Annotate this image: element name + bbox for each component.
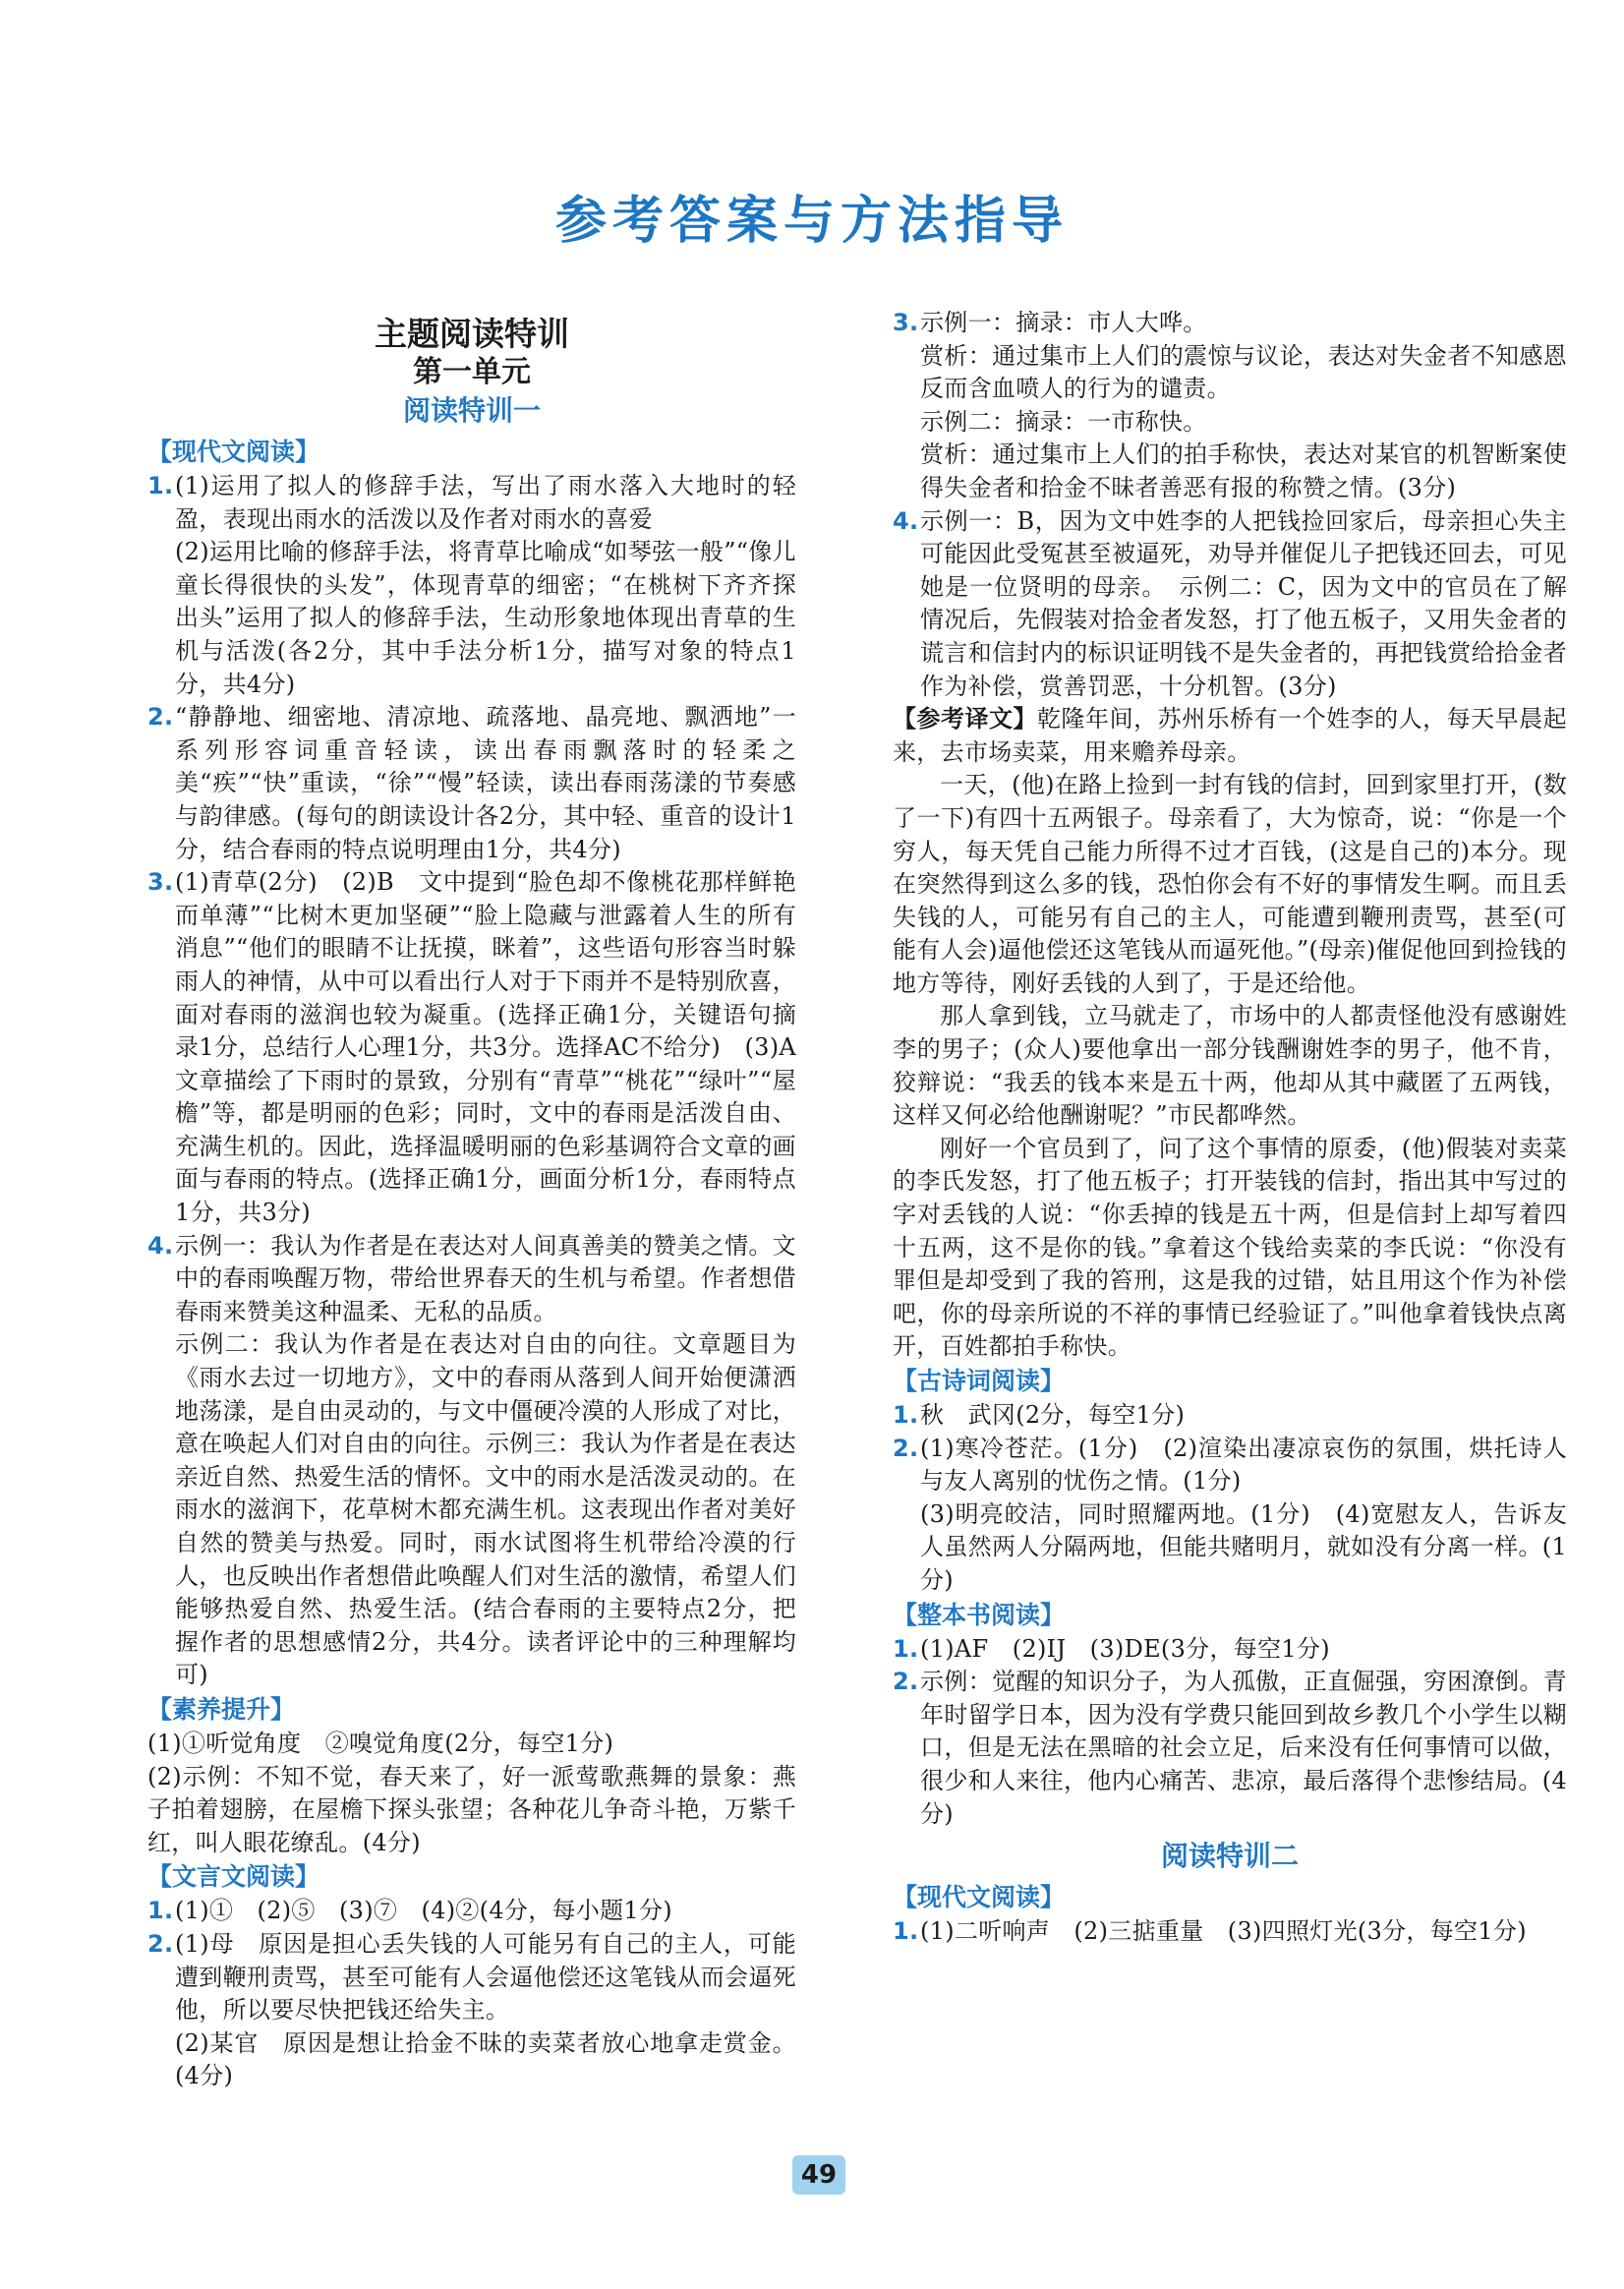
answer-item xyxy=(893,307,1567,340)
item-number: 2. xyxy=(893,1668,919,1696)
item-number: 3. xyxy=(147,868,174,897)
answer-item xyxy=(147,866,821,1230)
answer-text: (1)①听觉角度 ②嗅觉角度(2分，每空1分) xyxy=(147,1729,614,1757)
item-number: 4. xyxy=(893,506,919,535)
modern-reading-label: 【现代文阅读】 xyxy=(147,438,320,466)
answer-text: (3)明亮皎洁，同时照耀两地。(1分) (4)宽慰友人，告诉友人虽然两人分隔两地，但能共赌明月，就如没有分离一样。(1分) xyxy=(920,1499,1567,1594)
answer-item xyxy=(147,1928,796,2027)
translation-text: 那人拿到钱，立马就走了，市场中的人都责怪他没有感谢姓李的男子；(众人)要他拿出一部分钱酬谢姓李的男子，他不肯，狡辩说：“我丢的钱本来是五十两，他却从其中藏匿了五两钱，这样又何必给他酬谢呢？”市民都哗然。 xyxy=(893,1002,1567,1130)
answer-item xyxy=(893,1915,1567,1949)
answer-text: 示例：觉醒的知识分子，为人孤傲，正直倔强，穷困潦倒。青年时留学日本，因为没有学费只能回到故乡教几个小学生以糊口，但是无法在黑暗的社会立足，后来没有任何事情可以做，很少和人来往，他内心痛苦、悲凉，最后落得个悲惨结局。(4分) xyxy=(920,1668,1567,1828)
answer-item xyxy=(893,1399,1567,1433)
translation-paragraph xyxy=(893,703,1567,769)
answer-item xyxy=(893,505,1567,704)
page-number: 49 xyxy=(792,2155,845,2195)
left-column xyxy=(147,315,821,2093)
answer-text: (2)示例：不知不觉，春天来了，好一派莺歌燕舞的景象：燕子拍着翅膀，在屋檐下探头张望；各种花儿争奇斗艳，万紫千红，叫人眼花缭乱。(4分) xyxy=(147,1762,796,1856)
section-heading: 主题阅读特训 xyxy=(375,315,569,353)
answer-item xyxy=(893,1666,1567,1831)
unit-heading: 第一单元 xyxy=(413,355,531,389)
item-number: 2. xyxy=(893,1434,919,1462)
training-heading: 阅读特训一 xyxy=(402,394,541,427)
item-number: 4. xyxy=(147,1231,174,1260)
translation-text: 一天，(他)在路上捡到一封有钱的信封，回到家里打开，(数了一下)有四十五两银子。母亲看了，大为惊奇，说：“你是一个穷人，每天凭自己能力所得不过才百钱，(这是自己的)本分。现在突然得到这么多的钱，恐怕你会有不好的事情发生啊。而且丢失钱的人，可能另有自己的主人，可能遭到鞭刑责骂，甚至(可能有人会)逼他偿还这笔钱从而逼死他。”(母亲)催促他回到捡钱的地方等待，刚好丢钱的人到了，于是还给他。 xyxy=(893,771,1567,997)
translation-label: 【参考译文】 xyxy=(893,705,1038,734)
answer-text: (1)母 原因是担心丢失钱的人可能另有自己的主人，可能遭到鞭刑责骂，甚至可能有人会逼他偿还这笔钱从而会逼死他，所以要尽快把钱还给失主。 xyxy=(175,1929,796,2025)
answer-text: (2)运用比喻的修辞手法，将青草比喻成“如琴弦一般”“像儿童长得很快的头发”，体现青草的细密；“在桃树下齐齐探出头”运用了拟人的修辞手法，生动形象地体现出青草的生机与活泼(各2分，其中手法分析1分，描写对象的特点1分，共4分) xyxy=(175,538,796,698)
answer-text: (1)青草(2分) (2)B 文中提到“脸色却不像桃花那样鲜艳而单薄”“比树木更加坚硬”“脸上隐藏与泄露着人生的所有消息”“他们的眼睛不让抚摸，眯着”，这些语句形容当时躲雨人的神情，从中可以看出行人对于下雨并不是特别欣喜，面对春雨的滋润也较为凝重。(选择正确1分，关键语句摘录1分，总结行人心理1分，共3分。选择AC不给分) (3)A 文章描绘了下雨时的景致，分别有“青草”“桃花”“绿叶”“屋檐”等，都是明丽的色彩；同时，文中的春雨是活泼自由、充满生机的。因此，选择温暖明丽的色彩基调符合文章的画面与春雨的特点。(选择正确1分，画面分析1分，春雨特点1分，共3分) xyxy=(175,868,821,1227)
answer-item xyxy=(147,470,796,536)
answer-text: 示例一：我认为作者是在表达对人间真善美的赞美之情。文中的春雨唤醒万物，带给世界春天的生机与希望。作者想借春雨来赞美这种温柔、无私的品质。 xyxy=(175,1231,796,1325)
item-number: 1. xyxy=(893,1634,919,1663)
item-number: 1. xyxy=(893,1917,919,1946)
answer-text: 示例一：B，因为文中姓李的人把钱捡回家后，母亲担心失主可能因此受冤甚至被逼死，劝导并催促儿子把钱还回去，可见她是一位贤明的母亲。 示例二：C，因为文中的官员在了解情况后，先假装对拾金者发怒，打了他五板子，又用失金者的谎言和信封内的标识证明钱不是失金者的，再把钱赏给拾金者作为补偿，赏善罚恶，十分机智。(3分) xyxy=(920,506,1567,700)
answer-text: 赏析：通过集市上人们的拍手称快，表达对某官的机智断案使得失金者和拾金不昧者善恶有报的称赞之情。(3分) xyxy=(920,440,1567,501)
answer-item xyxy=(147,1230,796,1329)
answer-text: (2)某官 原因是想让拾金不昧的卖菜者放心地拿走赏金。(4分) xyxy=(175,2028,796,2090)
answer-item xyxy=(147,701,796,866)
whole-book-reading-label: 【整本书阅读】 xyxy=(893,1600,1066,1629)
answer-text: (1)AF (2)IJ (3)DE(3分，每空1分) xyxy=(920,1634,1330,1663)
item-number: 1. xyxy=(893,1401,919,1429)
answer-text: 示例二：我认为作者是在表达对自由的向往。文章题目为《雨水去过一切地方》，文中的春雨从落到人间开始便潇洒地荡漾，是自由灵动的，与文中僵硬冷漠的人形成了对比，意在唤起人们对自由的向往。示例三：我认为作者是在表达亲近自然、热爱生活的情怀。文中的雨水是活泼灵动的。在雨水的滋润下，花草树木都充满生机。这表现出作者对美好自然的赞美与热爱。同时，雨水试图将生机带给冷漠的行人，也反映出作者想借此唤醒人们对生活的激情，希望人们能够热爱自然、热爱生活。(结合春雨的主要特点2分，把握作者的思想感情2分，共4分。读者评论中的三种理解均可) xyxy=(175,1330,796,1689)
poetry-reading-label: 【古诗词阅读】 xyxy=(893,1367,1066,1395)
answer-text: 秋 武冈(2分，每空1分) xyxy=(920,1401,1186,1429)
answer-text: 示例二：摘录：一市称快。 xyxy=(920,407,1207,436)
item-number: 2. xyxy=(147,703,174,732)
answer-item xyxy=(893,1433,1567,1498)
answer-text: (1)寒冷苍茫。(1分) (2)渲染出凄凉哀伤的氛围，烘托诗人与友人离别的忧伤之情。(1分) xyxy=(920,1434,1567,1496)
page-title: 参考答案与方法指导 xyxy=(554,192,1069,251)
item-number: 2. xyxy=(147,1929,174,1958)
answer-text: 示例一：摘录：市人大哗。 xyxy=(920,309,1207,336)
modern-reading-label: 【现代文阅读】 xyxy=(893,1883,1066,1912)
right-column xyxy=(893,307,1567,1949)
answer-text: (1)① (2)⑤ (3)⑦ (4)②(4分，每小题1分) xyxy=(175,1897,672,1925)
translation-text: 乾隆年间，苏州乐桥有一个姓李的人，每天早晨起来，去市场卖菜，用来赡养母亲。 xyxy=(893,705,1567,766)
literacy-label: 【素养提升】 xyxy=(147,1694,296,1724)
answer-text: (1)运用了拟人的修辞手法，写出了雨水落入大地时的轻盈，表现出雨水的活泼以及作者对雨水的喜爱 xyxy=(175,472,796,533)
classical-reading-label: 【文言文阅读】 xyxy=(147,1862,320,1892)
answer-item xyxy=(893,1633,1567,1667)
answer-text: “静静地、细密地、清凉地、疏落地、晶亮地、飘洒地”一系列形容词重音轻读，读出春雨飘落时的轻柔之美“疾”“快”重读，“徐”“慢”轻读，读出春雨荡漾的节奏感与韵律感。(每句的朗读设计各2分，其中轻、重音的设计1分，结合春雨的特点说明理由1分，共4分) xyxy=(175,703,796,863)
answer-text: 赏析：通过集市上人们的震惊与议论，表达对失金者不知感恩反而含血喷人的行为的谴责。 xyxy=(920,341,1567,403)
item-number: 1. xyxy=(147,1897,174,1925)
training-heading: 阅读特训二 xyxy=(1160,1840,1299,1873)
translation-text: 刚好一个官员到了，问了这个事情的原委，(他)假装对卖菜的李氏发怒，打了他五板子；打开装钱的信封，指出其中写过的字对丢钱的人说：“你丢掉的钱是五十两，但是信封上却写着四十五两，这不是你的钱。”拿着这个钱给卖菜的李氏说：“你没有罪但是却受到了我的笞刑，这是我的过错，姑且用这个作为补偿吧，你的母亲所说的不祥的事情已经验证了。”叫他拿着钱快点离开，百姓都拍手称快。 xyxy=(893,1134,1567,1361)
item-number: 1. xyxy=(147,472,174,499)
item-number: 3. xyxy=(893,309,919,336)
answer-text: (1)二听响声 (2)三掂重量 (3)四照灯光(3分，每空1分) xyxy=(920,1917,1527,1946)
answer-item xyxy=(147,1895,796,1928)
